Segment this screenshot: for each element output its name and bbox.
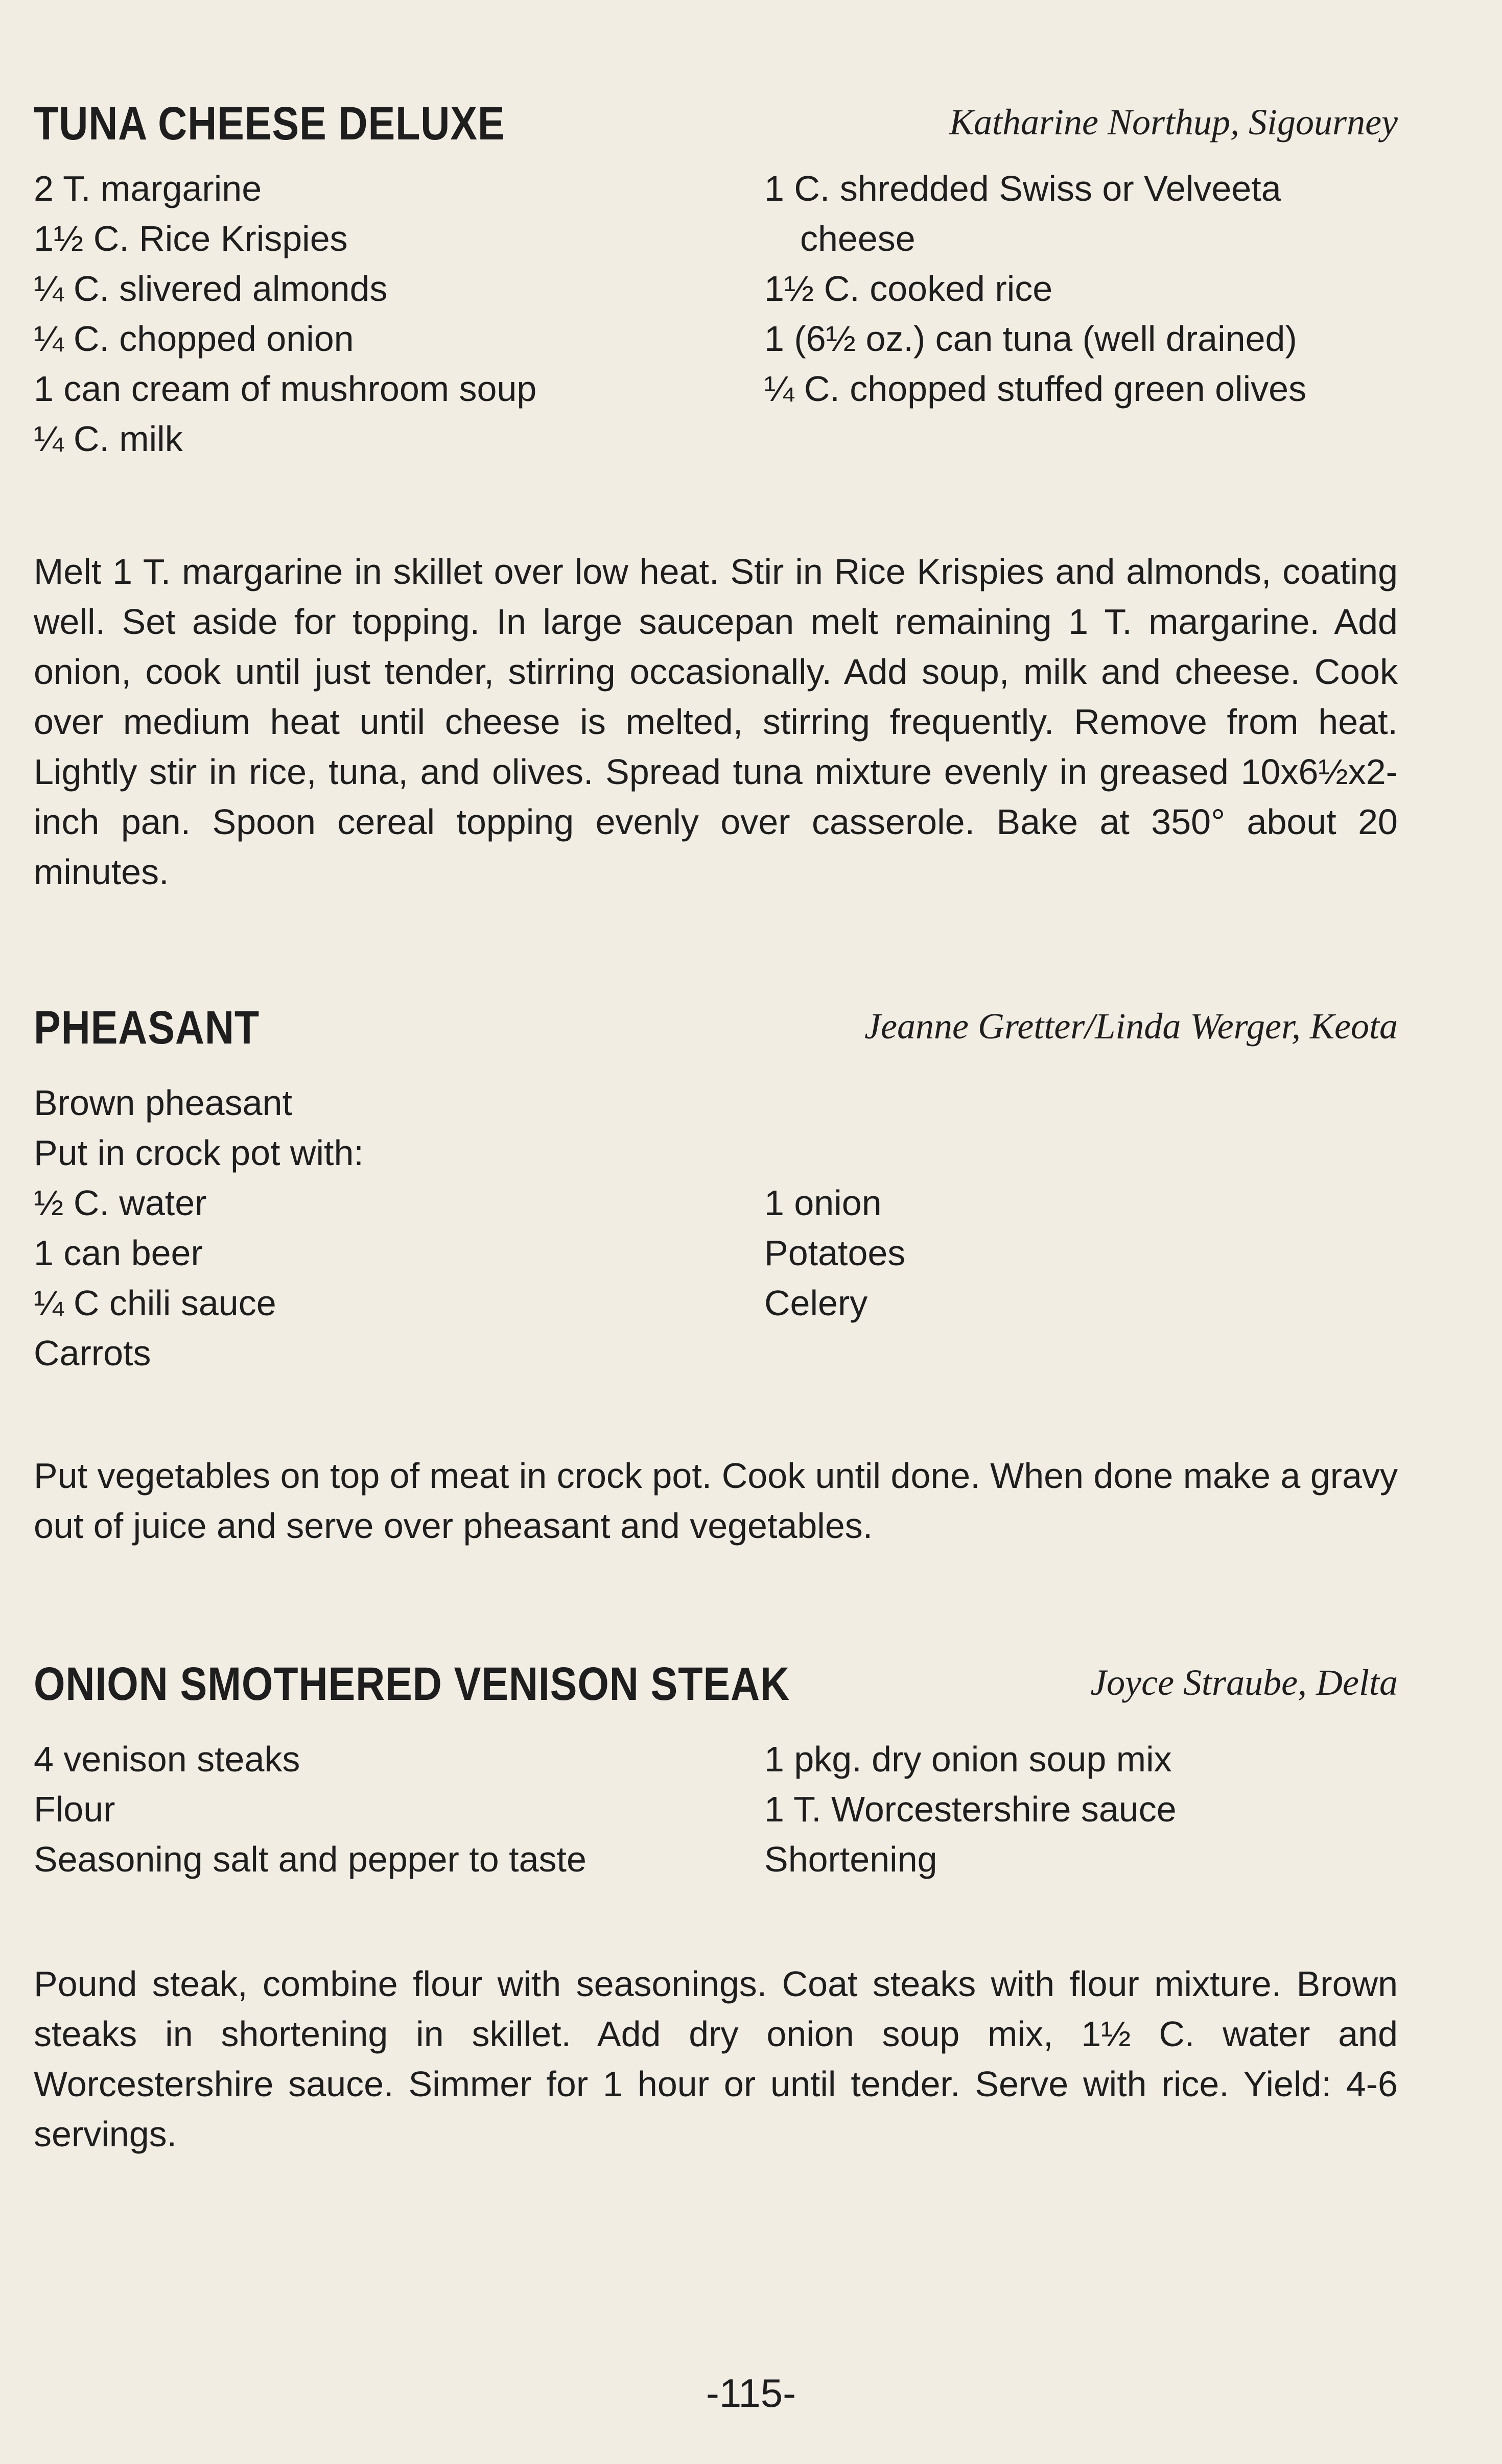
ingredient: 1 onion	[764, 1183, 882, 1223]
ingredient: 1 T. Worcestershire sauce	[764, 1789, 1177, 1829]
ingredient: 1½ C. Rice Krispies	[34, 219, 348, 258]
recipe-tuna-cheese-deluxe	[34, 97, 1398, 892]
ingredient: 2 T. margarine	[34, 169, 262, 208]
ingredients-list	[34, 163, 1398, 470]
recipe-header	[34, 1001, 1398, 1068]
ingredient: ¼ C chili sauce	[34, 1283, 276, 1323]
recipe-title: ONION SMOTHERED VENISON STEAK	[34, 1658, 790, 1710]
ingredient: 1 can cream of mushroom soup	[34, 369, 537, 409]
ingredient: Put in crock pot with:	[34, 1133, 364, 1173]
recipe-title: PHEASANT	[34, 1002, 260, 1054]
recipe-author: Jeanne Gretter/Linda Werger, Keota	[864, 1006, 1398, 1047]
ingredients-right-column	[764, 1178, 1398, 1328]
ingredient: ¼ C. chopped stuffed green olives	[764, 369, 1307, 409]
ingredients-right-column	[764, 1734, 1398, 1884]
ingredient: Brown pheasant	[34, 1083, 292, 1123]
ingredient: Seasoning salt and pepper to taste	[34, 1839, 586, 1879]
recipe-author: Joyce Straube, Delta	[1090, 1662, 1398, 1703]
ingredient: ¼ C. chopped onion	[34, 319, 354, 359]
ingredient: 1 (6½ oz.) can tuna (well drained)	[764, 319, 1297, 359]
recipe-pheasant	[34, 1001, 1398, 1546]
ingredients-left-column	[34, 163, 759, 464]
ingredient: ¼ C. slivered almonds	[34, 269, 388, 309]
ingredient: Carrots	[34, 1333, 151, 1373]
ingredients-left-column	[34, 1078, 759, 1378]
ingredient: cheese	[800, 219, 916, 258]
ingredients-right-column	[764, 163, 1398, 414]
recipe-author: Katharine Northup, Sigourney	[949, 102, 1398, 143]
page-number: -115-	[706, 2371, 796, 2415]
ingredient: Flour	[34, 1789, 115, 1829]
ingredients-list	[34, 1734, 1398, 1887]
ingredient: Celery	[764, 1283, 868, 1323]
ingredient: ½ C. water	[34, 1183, 207, 1223]
ingredient: 4 venison steaks	[34, 1739, 300, 1779]
recipe-header	[34, 97, 1398, 163]
ingredient: Shortening	[764, 1839, 937, 1879]
ingredient: 1 pkg. dry onion soup mix	[764, 1739, 1172, 1779]
ingredients-list	[34, 1078, 1398, 1384]
recipe-directions: Pound steak, combine flour with seasonings. Coat steaks with flour mixture. Brown steaks in shortening in skillet. Add dry onion soup mix, 1½ C. water and Worcestershire sauce. Simmer for 1 hour or until tender. Serve with rice. Yield: 4-6 servings.	[34, 1964, 1398, 2154]
recipe-directions: Put vegetables on top of meat in crock pot. Cook until done. When done make a gravy out of juice and serve over pheasant and vegetables.	[34, 1456, 1398, 1546]
recipe-header	[34, 1657, 1398, 1724]
ingredient: Potatoes	[764, 1233, 906, 1273]
ingredient: 1 can beer	[34, 1233, 203, 1273]
ingredient: ¼ C. milk	[34, 419, 183, 459]
recipe-title: TUNA CHEESE DELUXE	[34, 98, 505, 150]
ingredients-left-column	[34, 1734, 759, 1884]
ingredient: 1½ C. cooked rice	[764, 269, 1053, 309]
ingredient: 1 C. shredded Swiss or Velveeta	[764, 169, 1281, 208]
recipe-directions: Melt 1 T. margarine in skillet over low heat. Stir in Rice Krispies and almonds, coating well. Set aside for topping. In large saucepan melt remaining 1 T. margarine. Add onion, cook until just tender, stirring occasionally. Add soup, milk and cheese. Cook over medium heat until cheese is melted, stirring frequently. Remove from heat. Lightly stir in rice, tuna, and olives. Spread tuna mixture evenly in greased 10x6½x2-inch pan. Spoon cereal topping evenly over casserole. Bake at 350° about 20 minutes.	[34, 552, 1398, 892]
recipe-onion-smothered-venison-steak	[34, 1657, 1398, 2154]
